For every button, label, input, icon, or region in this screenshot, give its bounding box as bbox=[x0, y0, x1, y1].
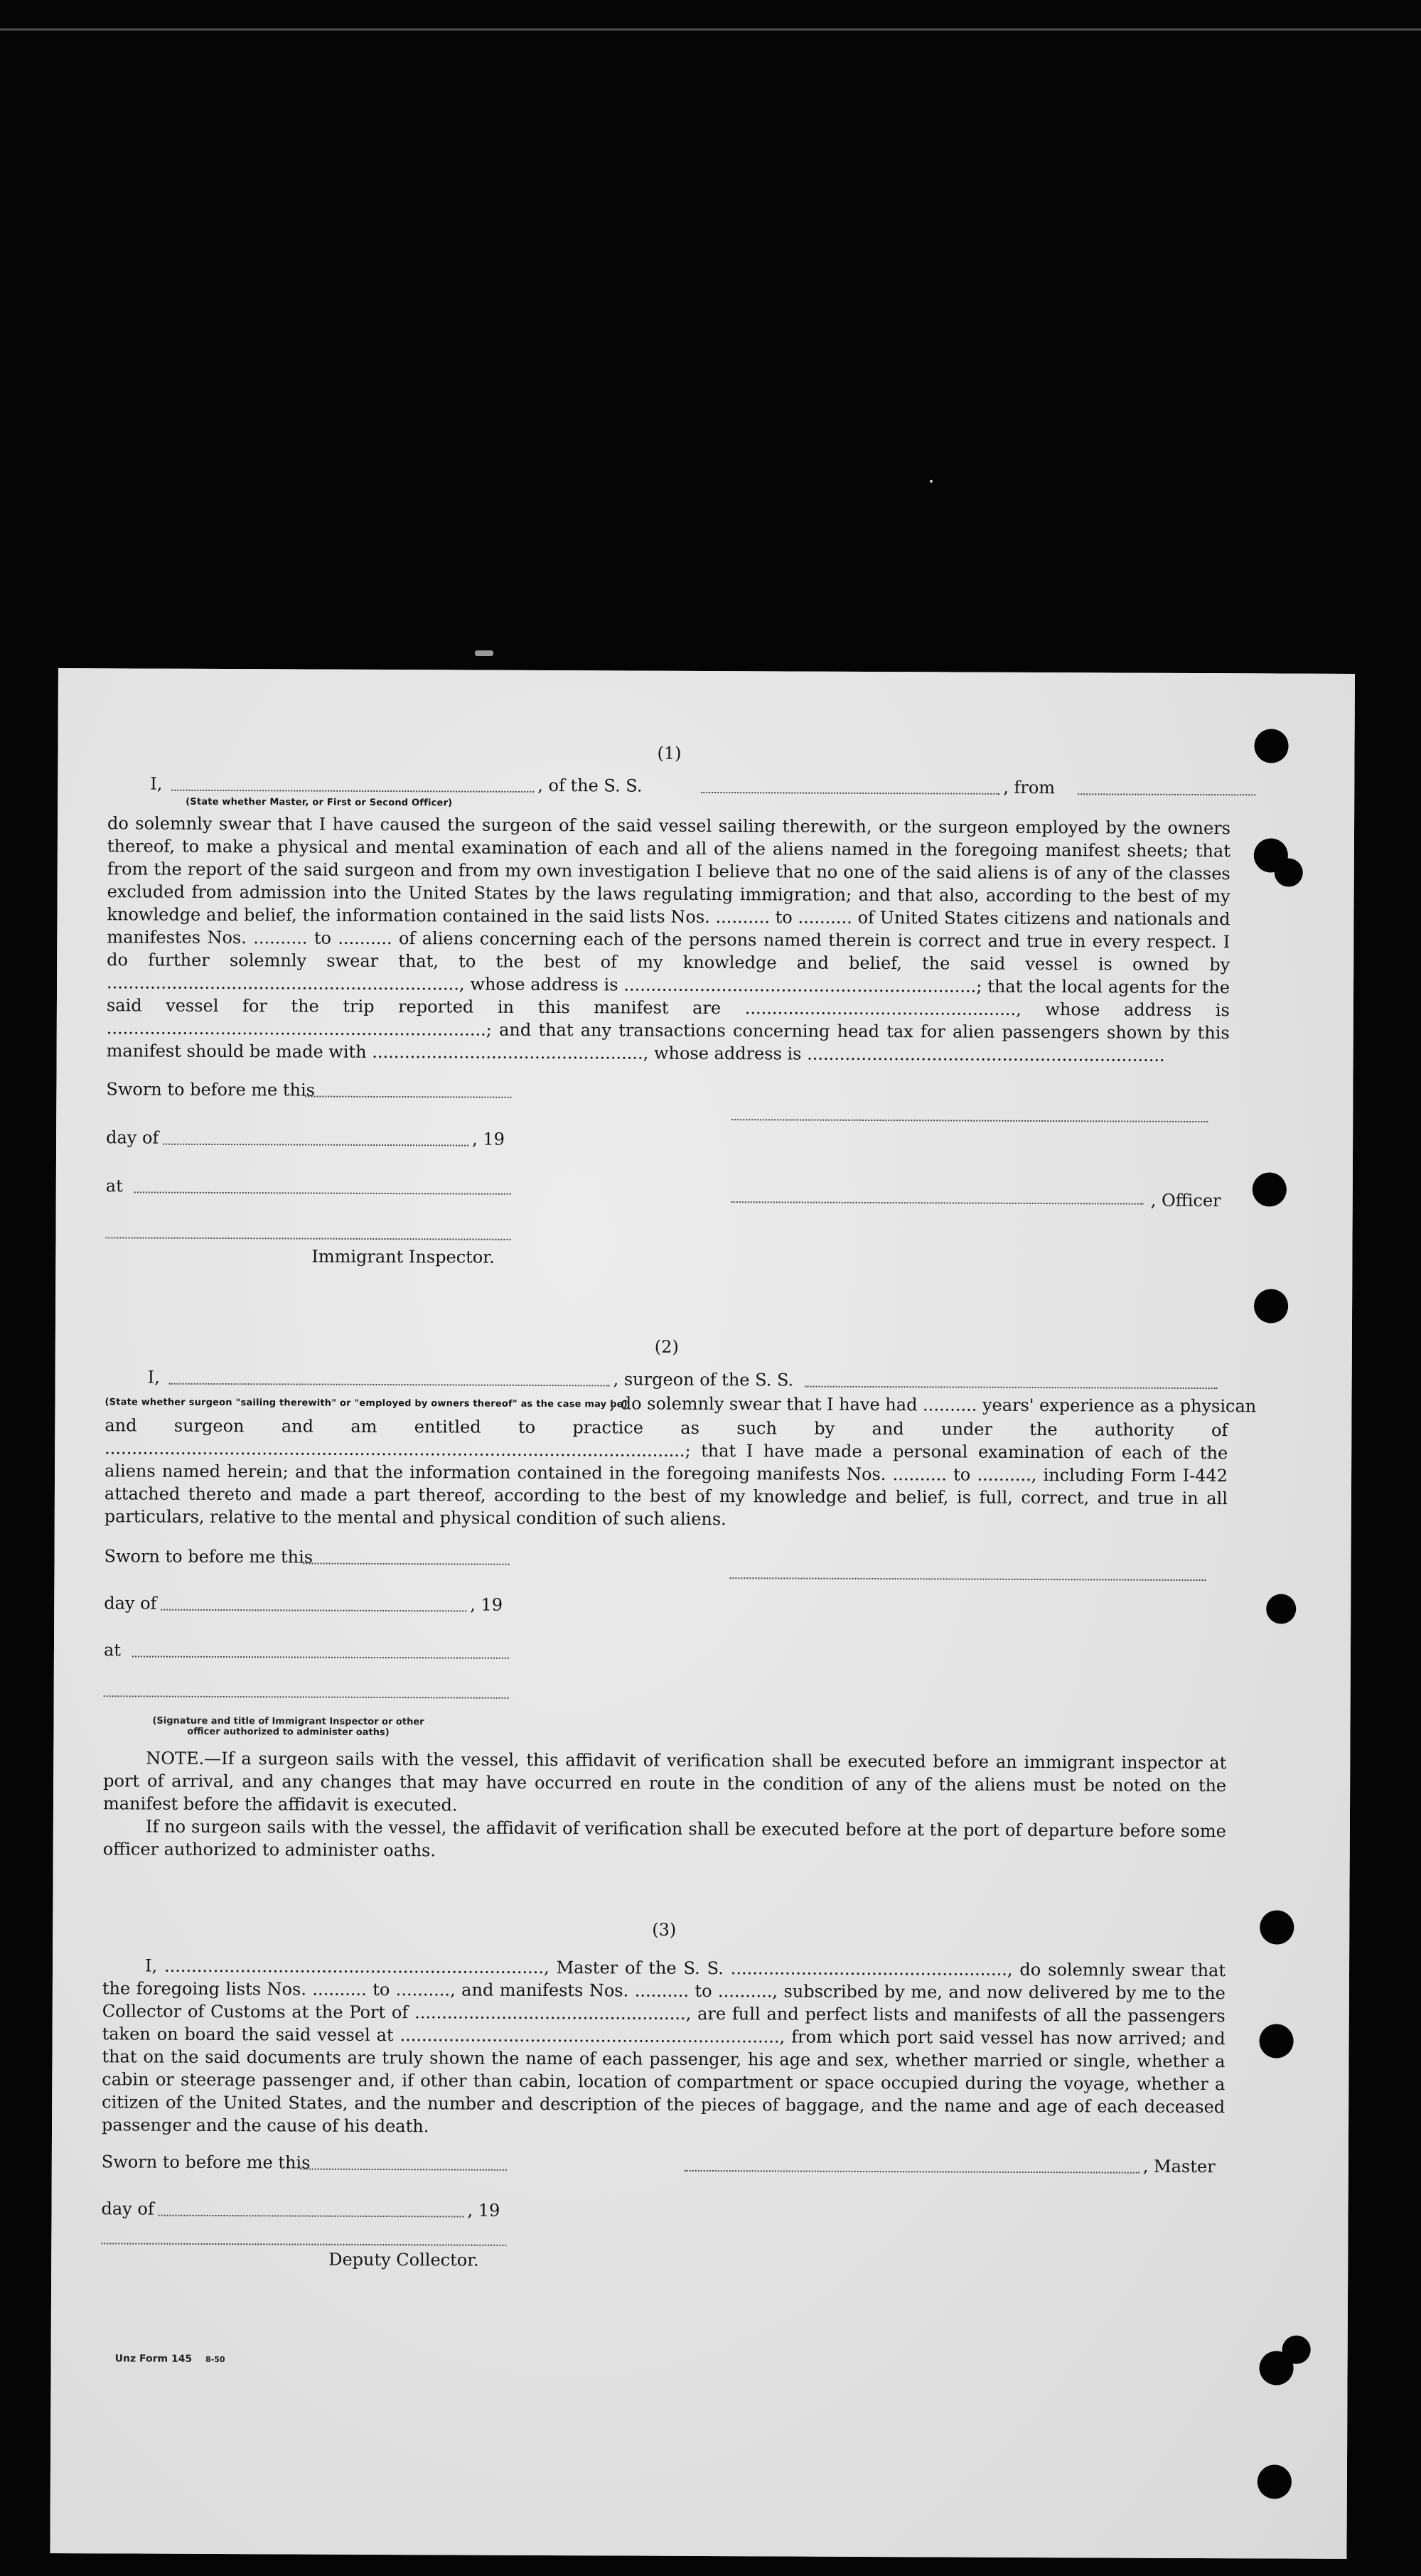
binder-hole bbox=[1260, 1910, 1294, 1944]
dust-speck bbox=[475, 650, 493, 656]
manifest-form-page bbox=[50, 668, 1355, 2559]
inspector-label: Immigrant Inspector. bbox=[311, 1246, 495, 1267]
surgeon-oath-text: and surgeon and am entitled to practice as such by and under the authority of ...........................................................................................................; that I have made a personal examination of each of the aliens named herein; and that the information contained in the foregoing manifests Nos. .......... to .........., including Form I-442 attached thereto and made a part thereof, according to the best of my knowledge and belief, is full, correct, and true in all particulars, relative to the mental and physical condition of such aliens. bbox=[104, 1415, 1228, 1530]
affidavit-section-surgeon bbox=[102, 1333, 1257, 1865]
location-blank[interactable] bbox=[134, 1190, 511, 1194]
oath-i-label: I, bbox=[147, 1367, 160, 1388]
master-signature-blank[interactable] bbox=[685, 2169, 1140, 2174]
officer-rank-note: (State whether Master, or First or Second Officer) bbox=[186, 796, 453, 809]
surgeon-signature-blank[interactable] bbox=[729, 1576, 1206, 1581]
oath-i-label: I, bbox=[150, 773, 163, 794]
inspector-signature-blank[interactable] bbox=[104, 1694, 509, 1698]
binder-hole bbox=[1258, 2464, 1292, 2499]
no-surgeon-note-text: If no surgeon sails with the vessel, the affidavit of verification shall be executed before at the port of departure before some officer authorized to administer oaths. bbox=[102, 1816, 1226, 1861]
master-oath-text: do solemnly swear that I have caused the surgeon of the said vessel sailing therewith, or the surgeon employed by the owners thereof, to make a physical and mental examination of each and all of the aliens named in the foregoing manifest sheets; that from the report of the said surgeon and from my own investigation I believe that no one of the said aliens is of any of the classes excluded from admission into the United States by the laws regulating immigration; and that also, according to the best of my knowledge and belief, the information contained in the said lists Nos. .......... to .......... of United States citizens and nationals and manifestes Nos. .......... to .......... of aliens concerning each of the persons named therein is correct and true in every respect. I do further solemnly swear that, to the best of my knowledge and belief, the said vessel is owned by ................................................................., whose address is .................................................................; that the local agents for the said vessel for the trip reported in this manifest are .................................................., whose address is ......................................................................; and that any transactions concerning head tax for alien passengers shown by this manifest should be made with .................................................., whose address is .................................................................. bbox=[106, 813, 1231, 1066]
day-of-blank[interactable] bbox=[163, 1142, 468, 1147]
departure-port-blank[interactable] bbox=[1078, 792, 1255, 795]
vessel-label: , of the S. S. bbox=[537, 775, 643, 796]
binder-hole bbox=[1266, 1594, 1296, 1624]
deputy-collector-label: Deputy Collector. bbox=[328, 2249, 479, 2270]
signature-note-line1: (Signature and title of Immigrant Inspector or other bbox=[152, 1715, 424, 1728]
surgeon-name-blank[interactable] bbox=[169, 1382, 610, 1387]
binder-hole bbox=[1254, 729, 1288, 763]
binder-hole bbox=[1282, 2336, 1311, 2364]
affidavit-section-collector bbox=[101, 1916, 1226, 2304]
day-of-label: day of bbox=[101, 2199, 154, 2219]
surgeon-type-note: (State whether surgeon "sailing therewith" or "employed by owners thereof" as the case may be) bbox=[104, 1397, 628, 1410]
top-edge-line bbox=[0, 28, 1421, 31]
sworn-date-blank[interactable] bbox=[304, 1562, 510, 1565]
at-label: at bbox=[105, 1176, 123, 1196]
sworn-label: Sworn to before me this bbox=[106, 1079, 316, 1100]
collector-signature-blank[interactable] bbox=[101, 2241, 506, 2245]
officer-signature-blank[interactable] bbox=[731, 1200, 1144, 1205]
binder-hole bbox=[1254, 1289, 1288, 1323]
form-name: Unz Form 145 bbox=[114, 2353, 193, 2365]
surgeon-note-text: NOTE.—If a surgeon sails with the vessel, this affidavit of verification shall be executed before an immigrant inspector at port of arrival, and any changes that may have occurred en route in the condition of any of the aliens must be noted on the manifest before the affidavit is executed. bbox=[102, 1748, 1227, 1815]
surgeon-vessel-label: , surgeon of the S. S. bbox=[613, 1369, 794, 1390]
at-label: at bbox=[103, 1640, 121, 1660]
dust-speck bbox=[930, 480, 933, 483]
affidavit-section-master bbox=[105, 739, 1231, 1317]
day-of-blank[interactable] bbox=[158, 2213, 463, 2218]
section-number: (3) bbox=[652, 1919, 677, 1940]
location-blank[interactable] bbox=[132, 1654, 509, 1658]
officer-name-blank[interactable] bbox=[171, 788, 534, 793]
sworn-label: Sworn to before me this bbox=[101, 2152, 311, 2173]
from-label: , from bbox=[1003, 777, 1056, 798]
section-number: (2) bbox=[654, 1336, 679, 1357]
form-code: 8-50 bbox=[205, 2354, 225, 2365]
day-of-label: day of bbox=[106, 1127, 159, 1148]
signature-note-line2: officer authorized to administer oaths) bbox=[187, 1726, 390, 1739]
inspector-signature-blank[interactable] bbox=[105, 1235, 510, 1240]
binder-hole bbox=[1253, 1172, 1287, 1206]
sworn-date-blank[interactable] bbox=[301, 2167, 507, 2171]
officer-label: , Officer bbox=[1150, 1190, 1221, 1211]
form-number bbox=[115, 2353, 225, 2365]
day-of-blank[interactable] bbox=[161, 1608, 466, 1612]
master-list-oath-text: I, ......................................................................, Master of the S. S. ..................................................., do solemnly swear that the foregoing lists Nos. .......... to .........., and manifests Nos. .......... to .........., subscribed by me, and now delivered by me to the Collector of Customs at the Port of .................................................., are full and perfect lists and manifests of all the passengers taken on board the said vessel at ......................................................................, from which port said vessel has now arrived; and that on the said documents are truly shown the name of each passenger, his age and sex, whether married or single, whether a cabin or steerage passenger and, if other than cabin, location of compartment or space occupied during the voyage, whether a citizen of the United States, and the number and description of the pieces of baggage, and the name and age of each deceased passenger and the cause of his death. bbox=[101, 1955, 1226, 2137]
day-of-label: day of bbox=[104, 1593, 157, 1614]
binder-hole bbox=[1259, 2024, 1293, 2058]
binder-hole bbox=[1275, 858, 1303, 886]
vessel-name-blank[interactable] bbox=[701, 790, 999, 795]
surgeon-vessel-blank[interactable] bbox=[805, 1385, 1218, 1390]
master-label: , Master bbox=[1142, 2156, 1216, 2177]
sworn-date-blank[interactable] bbox=[305, 1095, 511, 1098]
section-number: (1) bbox=[657, 743, 682, 763]
year-label: , 19 bbox=[467, 2200, 500, 2221]
sworn-label: Sworn to before me this bbox=[104, 1546, 313, 1567]
master-signature-blank[interactable] bbox=[731, 1117, 1208, 1122]
year-label: , 19 bbox=[472, 1129, 505, 1149]
year-label: , 19 bbox=[470, 1594, 503, 1615]
experience-line: , do solemnly swear that I have had .......... years' experience as a physican bbox=[609, 1393, 1257, 1417]
